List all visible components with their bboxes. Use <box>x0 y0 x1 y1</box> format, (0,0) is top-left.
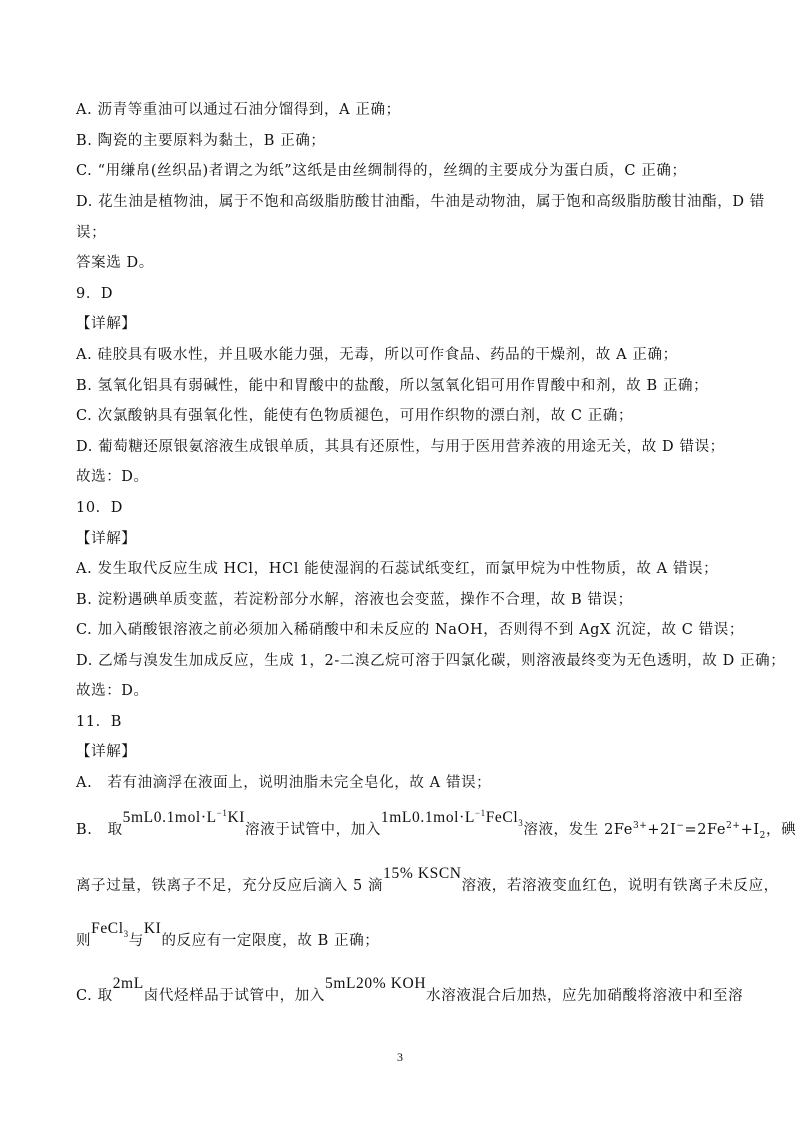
text-line-b3 <box>76 920 736 951</box>
text-run: 卤代烃样品于试管中，加入 <box>143 988 325 1004</box>
text-run: B. 取 <box>76 822 123 838</box>
text-line: D. 乙烯与溴发生加成反应，生成 1，2-二溴乙烷可溶于四氯化碳，则溶液最终变为无色透明，故 D 正确； <box>76 653 786 669</box>
text-line: B. 氢氧化铝具有弱碱性，能中和胃酸中的盐酸，所以氢氧化铝可用作胃酸中和剂，故 B 正确； <box>76 378 709 394</box>
text-line: A. 硅胶具有吸水性，并且吸水能力强，无毒，所以可作食品、药品的干燥剂，故 A 正确； <box>76 347 678 363</box>
text-line: D. 花生油是植物油，属于不饱和高级脂肪酸甘油酯，牛油是动物油，属于饱和高级脂肪酸甘油酯，D 错 <box>76 194 765 210</box>
formula: KI <box>143 920 162 937</box>
formula: 2mL <box>112 975 144 992</box>
text-run: 的反应有一定限度，故 B 正确； <box>161 933 380 949</box>
text-run: 溶液，若溶液变血红色，说明有铁离子未反应， <box>461 878 779 894</box>
text-line: D. 葡萄糖还原银氨溶液生成银单质，其具有还原性，与用于医用营养液的用途无关，故 D 错误； <box>76 439 725 455</box>
text-run: 则 <box>76 933 92 949</box>
text-line: A. 若有油滴浮在液面上，说明油脂未完全皂化，故 A 错误； <box>76 775 492 791</box>
text-line-b <box>76 807 797 841</box>
formula: $1mL0.1mol\cdot L^{-1}FeCl_3$ <box>380 807 524 829</box>
text-line: A. 发生取代反应生成 HCl，HCl 能使湿润的石蕊试纸变红，而氯甲烷为中性物质，故 A 错误； <box>76 561 719 577</box>
formula: 15% KSCN <box>383 865 462 882</box>
section-heading: 【详解】 <box>76 316 137 332</box>
text-run: 与 <box>128 933 144 949</box>
text-line: C. 次氯酸钠具有强氧化性，能使有色物质褪色，可用作织物的漂白剂，故 C 正确； <box>76 408 634 424</box>
text-line: B. 淀粉遇碘单质变蓝，若淀粉部分水解，溶液也会变蓝，操作不合理，故 B 错误； <box>76 592 633 608</box>
text-run: 水溶液混合后加热，应先加硝酸将溶液中和至溶 <box>426 988 744 1004</box>
question-number: 11．B <box>76 714 123 730</box>
formula: FeCl$_3$ <box>91 920 129 940</box>
section-heading: 【详解】 <box>76 744 137 760</box>
text-line: A. 沥青等重油可以通过石油分馏得到，A 正确； <box>76 102 401 118</box>
text-line-b2 <box>76 865 779 896</box>
page-number: 3 <box>397 1050 403 1064</box>
text-run: 离子过量，铁离子不足，充分反应后滴入 5 滴 <box>76 878 384 894</box>
text-line: B. 陶瓷的主要原料为黏土，B 正确； <box>76 133 326 149</box>
text-line: C. 加入硝酸银溶液之前必须加入稀硝酸中和未反应的 NaOH，否则得不到 AgX 沉淀，故 C 错误； <box>76 622 744 638</box>
text-line: 答案选 D。 <box>76 255 154 271</box>
formula: $5mL0.1mol\cdot L^{-1}KI$ <box>122 807 246 826</box>
formula: 5mL20% KOH <box>324 975 427 992</box>
question-number: 9．D <box>76 286 114 302</box>
text-run: 溶液，发生 $2Fe^{3+}+2I^-=2Fe^{2+}+I_2$，碘 <box>523 821 797 841</box>
text-line: C. “用缣帛(丝织品)者谓之为纸”这纸是由丝绸制得的，丝绸的主要成分为蛋白质，C 正确； <box>76 163 687 179</box>
section-heading: 【详解】 <box>76 531 137 547</box>
text-run: 溶液于试管中，加入 <box>245 822 381 838</box>
text-line-c <box>76 975 744 1006</box>
text-line: 误； <box>76 225 107 241</box>
text-line: 故选：D。 <box>76 683 149 699</box>
text-run: C. 取 <box>76 988 113 1004</box>
text-line: 故选：D。 <box>76 469 149 485</box>
question-number: 10．D <box>76 500 123 516</box>
